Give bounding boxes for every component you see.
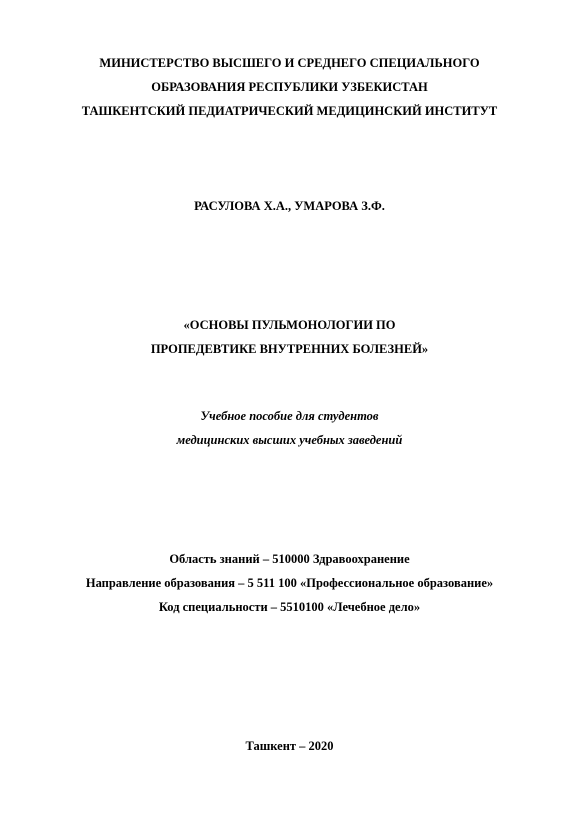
subtitle-line-1: Учебное пособие для студентов [200, 409, 379, 423]
subtitle-line-2: медицинских высших учебных заведений [176, 433, 403, 447]
education-direction: Направление образования – 5 511 100 «Профессиональное образование» [85, 576, 494, 590]
ministry-name-line-1: МИНИСТЕРСТВО ВЫСШЕГО И СРЕДНЕГО СПЕЦИАЛЬНОГО [99, 56, 480, 70]
institute-name: ТАШКЕНТСКИЙ ПЕДИАТРИЧЕСКИЙ МЕДИЦИНСКИЙ ИНСТИТУТ [81, 104, 498, 118]
document-title-line-2: ПРОПЕДЕВТИКЕ ВНУТРЕННИХ БОЛЕЗНЕЙ» [150, 342, 429, 356]
city-year: Ташкент – 2020 [245, 739, 334, 753]
specialty-code: Код специальности – 5510100 «Лечебное дело» [158, 600, 421, 614]
field-of-knowledge: Область знаний – 510000 Здравоохранение [169, 552, 410, 566]
document-title-line-1: «ОСНОВЫ ПУЛЬМОНОЛОГИИ ПО [183, 318, 396, 332]
ministry-name-line-2: ОБРАЗОВАНИЯ РЕСПУБЛИКИ УЗБЕКИСТАН [151, 80, 428, 94]
authors: РАСУЛОВА Х.А., УМАРОВА З.Ф. [194, 199, 385, 213]
